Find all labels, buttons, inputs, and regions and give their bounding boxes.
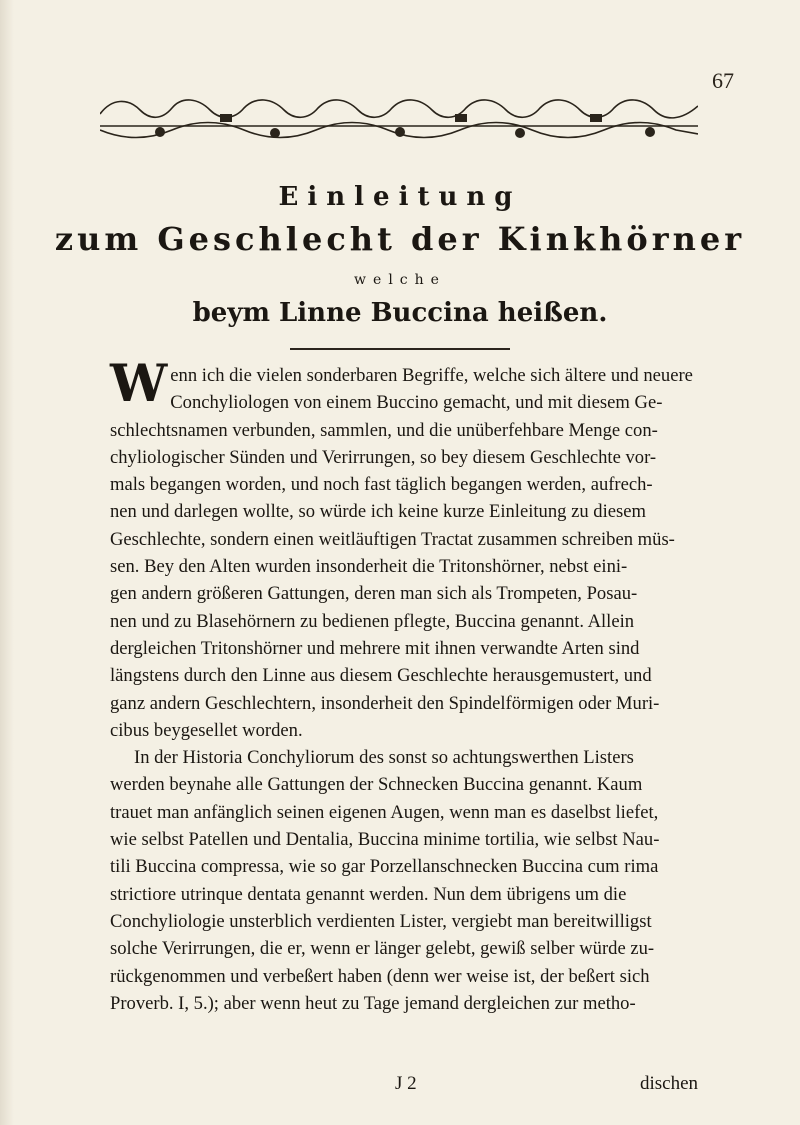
heading-genus: zum Geschlecht der Kinkhörner bbox=[54, 220, 746, 258]
text-line: gen andern größeren Gattungen, deren man sich als Trompeten, Posau- bbox=[110, 583, 638, 605]
page-number: 67 bbox=[712, 68, 734, 93]
text-line: cibus beygesellet worden. bbox=[110, 719, 303, 741]
text-line: solche Verirrungen, die er, wenn er länger gelebt, gewiß selber würde zu- bbox=[110, 938, 655, 960]
text-line: Geschlechte, sondern einen weitläuftigen Tractat zusammen schreiben müs- bbox=[110, 528, 675, 550]
text-line: wie selbst Patellen und Dentalia, Buccina minime tortilia, wie selbst Nau- bbox=[110, 829, 660, 851]
text-line: dergleichen Tritonshörner und mehrere mit ihnen verwandte Arten sind bbox=[110, 637, 640, 659]
text-line: Conchyliologen von einem Buccino gemacht, und mit diesem Ge- bbox=[170, 392, 663, 414]
signature-mark: J 2 bbox=[395, 1073, 417, 1094]
page-edge-shadow bbox=[0, 0, 14, 1125]
text-line: tili Buccina compressa, wie so gar Porzellanschnecken Buccina cum rima bbox=[110, 856, 659, 878]
heading-rule bbox=[290, 348, 510, 350]
text-line: mals begangen worden, und noch fast täglich begangen werden, aufrech- bbox=[110, 474, 653, 496]
text-line: nen und darlegen wollte, so würde ich keine kurze Einleitung zu diesem bbox=[110, 501, 646, 523]
text-line: Proverb. I, 5.); aber wenn heut zu Tage jemand dergleichen zur metho- bbox=[110, 992, 636, 1014]
text-line: ganz andern Geschlechtern, insonderheit den Spindelförmigen oder Muri- bbox=[110, 692, 660, 714]
heading-linne: beym Linne Buccina heißen. bbox=[192, 298, 608, 328]
text-line: längstens durch den Linne aus diesem Geschlechte herausgemustert, und bbox=[110, 665, 652, 687]
text-line: schlechtsnamen verbunden, sammlen, und die unüberfehbare Menge con- bbox=[110, 419, 658, 441]
text-line: rückgenommen und verbeßert haben (denn wer weise ist, der beßert sich bbox=[110, 965, 650, 987]
text-line: sen. Bey den Alten wurden insonderheit die Tritonshörner, nebst eini- bbox=[110, 556, 628, 578]
text-line: strictiore utrinque dentata genannt werden. Nun dem übrigens um die bbox=[110, 883, 627, 905]
catchword: dischen bbox=[640, 1073, 699, 1094]
drop-cap: W bbox=[110, 354, 168, 414]
text-line: nen und zu Blasehörnern zu bedienen pflegte, Buccina genannt. Allein bbox=[110, 610, 635, 632]
text-line: werden beynahe alle Gattungen der Schnecken Buccina genannt. Kaum bbox=[110, 774, 643, 796]
text-line: trauet man anfänglich seinen eigenen Augen, wenn man es daselbst liefet, bbox=[110, 801, 659, 823]
page-footer bbox=[0, 1073, 800, 1101]
text-line-content: In der Historia Conchyliorum des sonst so achtungswerthen Listers bbox=[134, 747, 634, 769]
body-text bbox=[110, 354, 695, 1017]
heading-which: welche bbox=[354, 272, 446, 288]
text-line: enn ich die vielen sonderbaren Begriffe, welche sich ältere und neuere bbox=[170, 365, 693, 386]
text-line: Conchyliologie unsterblich verdienten Lister, vergiebt man bereitwilligst bbox=[110, 910, 652, 932]
heading-introduction: Einleitung bbox=[278, 182, 522, 212]
text-line: chyliologischer Sünden und Verirrungen, so bey diesem Geschlechte vor- bbox=[110, 446, 657, 468]
text-line bbox=[110, 744, 695, 771]
decorative-border bbox=[100, 96, 698, 142]
